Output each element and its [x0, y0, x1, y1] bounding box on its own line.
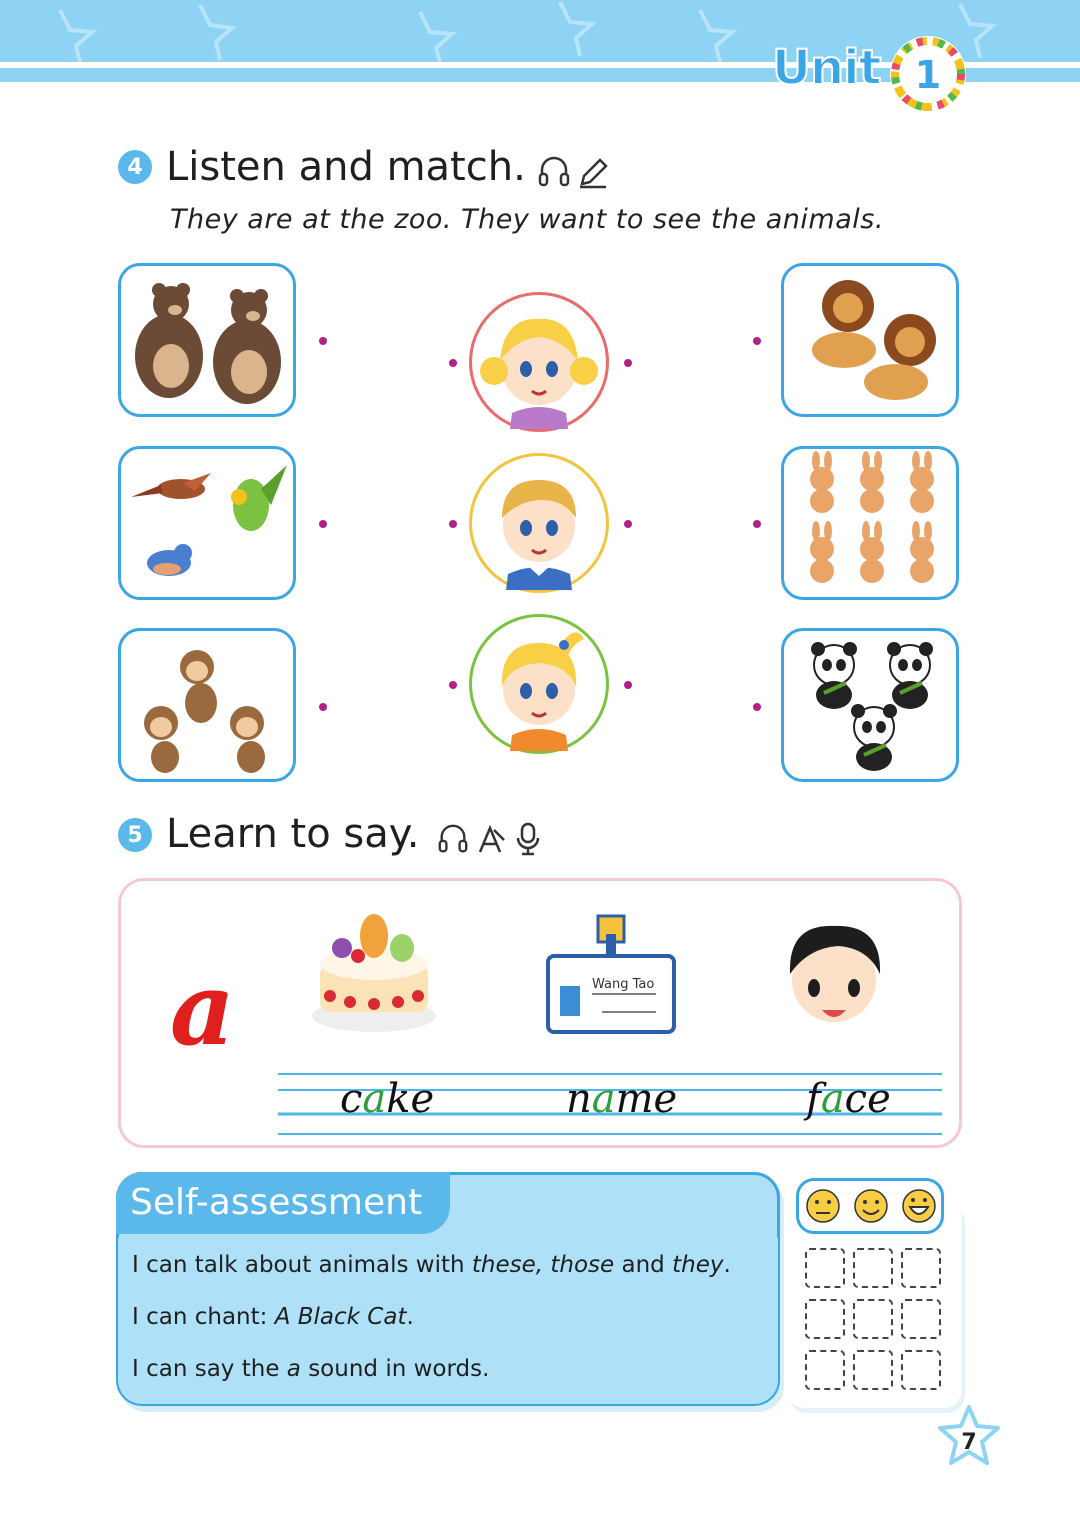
- headphones-icon: [536, 154, 572, 190]
- name-badge-picture: [546, 914, 676, 1036]
- point-icon: [476, 822, 508, 856]
- girl-ponytail-picture: [472, 617, 606, 751]
- microphone-icon: [514, 822, 542, 856]
- rating-cell[interactable]: [805, 1350, 845, 1390]
- section-4-instruction: They are at the zoo. They want to see the animals.: [170, 204, 884, 235]
- match-dot-kid-3-left[interactable]: [449, 681, 457, 689]
- word-name: name: [566, 1076, 678, 1122]
- birds-picture: [121, 449, 293, 597]
- match-dot-kid-2-left[interactable]: [449, 520, 457, 528]
- section-5-number: 5: [118, 818, 152, 852]
- assessment-line-3: I can say the a sound in words.: [132, 1356, 490, 1382]
- pandas-card: [781, 628, 959, 782]
- rabbits-picture: [784, 449, 956, 597]
- cake-picture: [308, 902, 442, 1036]
- rating-cell[interactable]: [901, 1350, 941, 1390]
- unit-label: Unit: [772, 40, 881, 96]
- child-boy: [469, 453, 609, 593]
- match-dot-left-2[interactable]: [319, 520, 327, 528]
- section-4-number: 4: [118, 150, 152, 184]
- assessment-line-2: I can chant: A Black Cat.: [132, 1304, 414, 1330]
- section-5-title: Learn to say.: [166, 811, 420, 857]
- neutral-face-icon: [807, 1190, 839, 1222]
- girl-pigtails-picture: [472, 295, 606, 429]
- rating-cell[interactable]: [853, 1350, 893, 1390]
- child-girl-ponytail: [469, 614, 609, 754]
- match-dot-left-3[interactable]: [319, 703, 327, 711]
- word-face: face: [806, 1076, 891, 1122]
- monkeys-picture: [121, 631, 293, 779]
- match-dot-left-1[interactable]: [319, 337, 327, 345]
- rating-cell[interactable]: [901, 1248, 941, 1288]
- rating-cell[interactable]: [901, 1299, 941, 1339]
- page-number-star: [936, 1404, 1002, 1468]
- match-dot-kid-3-right[interactable]: [624, 681, 632, 689]
- self-assessment-title: Self-assessment: [130, 1182, 423, 1223]
- unit-number-badge: [888, 34, 968, 114]
- rating-faces-header: [796, 1178, 944, 1234]
- grin-face-icon: [903, 1190, 935, 1222]
- rating-cell[interactable]: [853, 1299, 893, 1339]
- page-number: 7: [961, 1430, 977, 1455]
- match-dot-kid-2-right[interactable]: [624, 520, 632, 528]
- target-letter: a: [170, 950, 235, 1068]
- rating-cell[interactable]: [853, 1248, 893, 1288]
- match-dot-right-1[interactable]: [753, 337, 761, 345]
- smile-face-icon: [855, 1190, 887, 1222]
- assessment-line-1: I can talk about animals with these, those and they.: [132, 1252, 731, 1278]
- birds-card: [118, 446, 296, 600]
- lions-card: [781, 263, 959, 417]
- rating-cell[interactable]: [805, 1248, 845, 1288]
- boy-picture: [472, 456, 606, 590]
- rating-faces: [799, 1181, 941, 1231]
- rating-cell[interactable]: [805, 1299, 845, 1339]
- rabbits-card: [781, 446, 959, 600]
- lions-picture: [784, 266, 956, 414]
- face-picture: [778, 914, 890, 1036]
- word-cake: cake: [340, 1076, 435, 1122]
- match-dot-kid-1-left[interactable]: [449, 359, 457, 367]
- pencil-icon: [576, 154, 610, 190]
- child-girl-pigtails: [469, 292, 609, 432]
- badge-name: Wang Tao: [592, 977, 655, 992]
- section-4-title: Listen and match.: [166, 144, 526, 190]
- match-dot-right-3[interactable]: [753, 703, 761, 711]
- match-dot-kid-1-right[interactable]: [624, 359, 632, 367]
- unit-number: 1: [914, 53, 942, 97]
- bears-picture: [121, 266, 293, 414]
- match-dot-right-2[interactable]: [753, 520, 761, 528]
- bears-card: [118, 263, 296, 417]
- headphones-icon: [436, 822, 470, 856]
- monkeys-card: [118, 628, 296, 782]
- pandas-picture: [784, 631, 956, 779]
